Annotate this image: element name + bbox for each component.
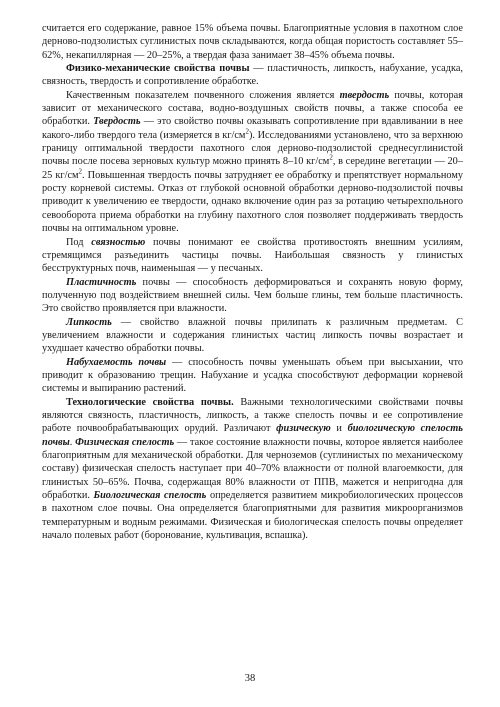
term: Биологическая спелость — [93, 490, 207, 502]
text-run: — пластичность, липкость, набухание, усадка, связность, твердость и сопротивление обработке. — [42, 63, 463, 88]
term: Липкость — [66, 316, 112, 328]
text-run: . — [69, 436, 76, 448]
page-number: 38 — [244, 673, 256, 684]
term: связностью — [91, 236, 146, 248]
term: твердость — [339, 89, 390, 101]
text-run: — способность почвы уменьшать объем при высыхании, что приводит к образованию трещин. Набухание и усадка способствуют деформации корневой системы и выпиранию растений. — [42, 356, 463, 395]
text-run: — свойство влажной почвы прилипать к различным предметам. С увеличением влажности и содержания глинистых частиц липкость почвы возрастает и ухудшает качество обработки почвы. — [42, 316, 463, 355]
term: Физико-механические свойства почвы — [66, 63, 250, 75]
term: физическую — [276, 423, 331, 435]
text-run: ). Исследованиями установлено, что за верхнюю границу оптимальной твердости пахотного слоя дерново-подзолистой среднесуглинистой почвы после посева зерновых культур можно принять 8–10 кг/см — [42, 129, 463, 168]
text-run: Качественным показателем почвенного сложения является — [66, 89, 340, 101]
superscript: 2 — [78, 167, 83, 176]
text-run: почвы — способность деформироваться и сохранять новую форму, полученную под воздействием внешней силы. Чем больше глины, тем больше пластичность. Это свойство проявляется при влажности. — [42, 276, 463, 315]
text-run: Важными технологическими свойствами почвы являются связность, пластичность, липкость, а также спелость почвы и ее сопротивление работе почвообрабатывающих орудий. Различают — [42, 396, 464, 435]
paragraph — [42, 276, 463, 316]
text-run: почвы понимают ее свойства противостоять внешним усилиям, стремящимся разъединить частицы почвы. Наибольшая связность у глинистых бесструктурных почв, наименьшая — у песчаных. — [42, 236, 463, 275]
paragraph — [42, 89, 463, 236]
superscript: 2 — [329, 154, 333, 163]
paragraph — [42, 62, 463, 89]
paragraph — [42, 316, 463, 356]
term: Технологические свойства почвы. — [66, 396, 234, 408]
text-run: определяется развитием микробиологических процессов в пахотном слое почвы. Она определяется благоприятными для развития микроорганизмов температурным и водным режимами. Физическая и биологическая спелость почвы определяет начало полевых работ (боронование, культивация, вспашка). — [42, 490, 464, 542]
text-run: почвы, которая зависит от механического состава, водно-воздушных свойств почвы, а также способа ее обработки. — [42, 89, 463, 128]
paragraph — [42, 396, 463, 543]
paragraph — [42, 236, 463, 276]
text-run: считается его содержание, равное 15% объема почвы. Благоприятные условия в пахотном слое дерново-подзолистых суглинистых почв складываются, когда общая пористость составляет 55–62%, некапиллярная — 20–25%, а твердая фаза занимает 38–45% объема почвы. — [42, 23, 463, 61]
term: Набухаемость почвы — [66, 356, 167, 368]
term: биологическую спелость почвы — [42, 423, 463, 448]
term: Физическая спелость — [75, 436, 175, 448]
paragraph — [42, 356, 463, 396]
text-run: и — [330, 423, 348, 435]
text-run: Под — [66, 236, 92, 248]
superscript: 2 — [245, 127, 249, 136]
term: Твердость — [93, 116, 141, 128]
text-run: — это свойство почвы оказывать сопротивление при вдавливании в нее какого-либо твердого тела (измеряется в кг/см — [42, 116, 463, 141]
text-run: — такое состояние влажности почвы, которое является наиболее благоприятным для механической обработки. Для черноземов (суглинистых по механическому составу) физическая спелость наступает при 40–70% влажности от полной влагоемкости, для глинистых 50–65%. Почва, содержащая 80% влажности от ППВ, мажется и непригодна для обработки. — [42, 436, 464, 502]
text-run: . Повышенная твердость почвы затрудняет ее обработку и препятствует нормальному росту корневой системы. Отказ от глубокой основной обработки дерново-подзолистой почвы приводит к увеличению ее твердости, однако включение один раз за ротацию четырехпольного севооборота приема обработки на глубину пахотного слоя позволяет поддерживать твердость почвы на оптимальном уровне. — [42, 169, 464, 235]
text-run: , в середине вегетации — 20–25 кг/см — [42, 156, 463, 181]
paragraph — [42, 22, 463, 62]
term: Пластичность — [66, 276, 137, 288]
body-text — [42, 22, 463, 542]
